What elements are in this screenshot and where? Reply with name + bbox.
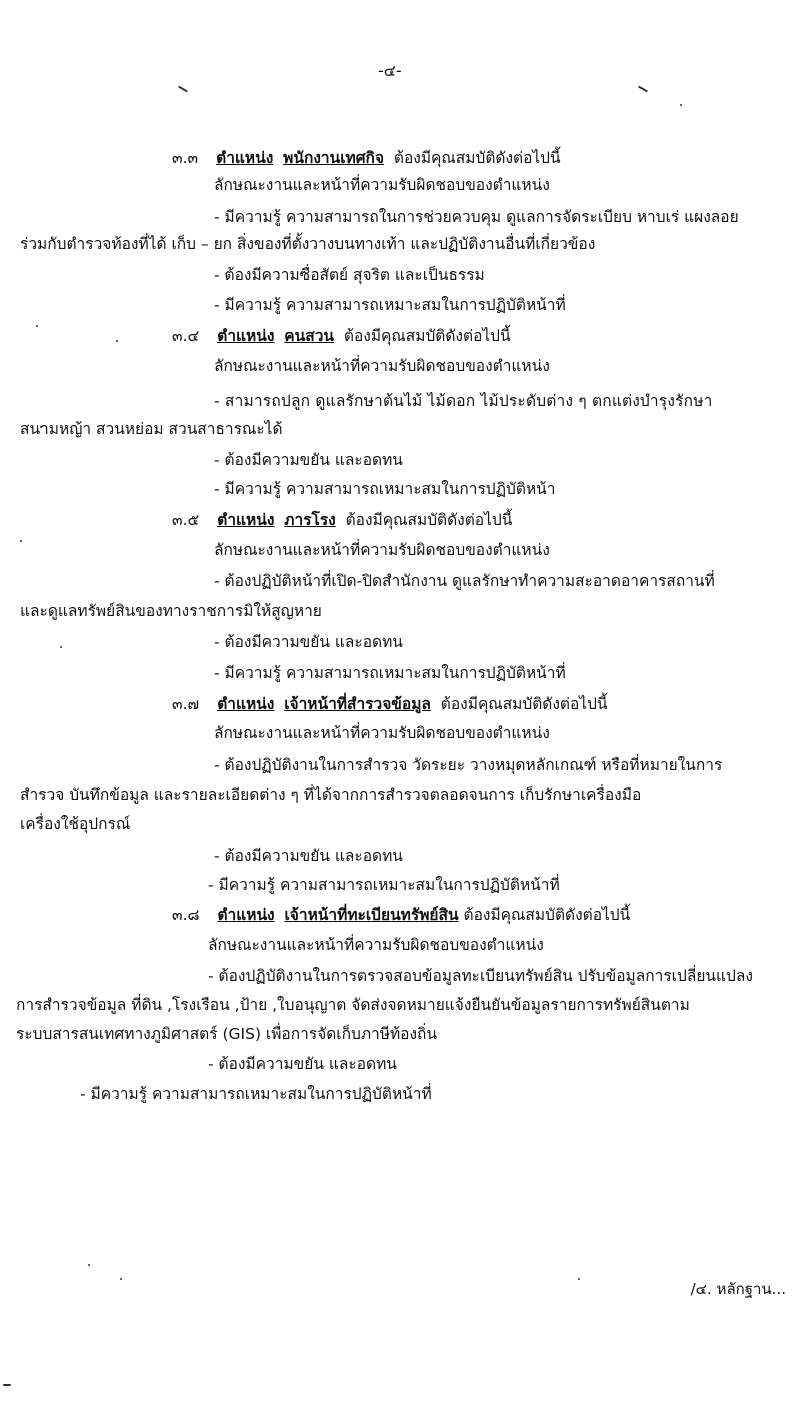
scan-speck bbox=[60, 646, 62, 648]
duty-line: การสำรวจข้อมูล ที่ดิน ,โรงเรือน ,ป้าย ,ใบอนุญาต จัดส่งจดหมายแจ้งยืนยันข้อมูลรายการทรัพย์สินตาม bbox=[16, 996, 690, 1014]
section-heading: ๓.๘ ตำแหน่ง เจ้าหน้าที่ทะเบียนทรัพย์สิน ต้องมีคุณสมบัติดังต่อไปนี้ bbox=[172, 906, 631, 924]
scan-speck bbox=[20, 540, 22, 542]
requirement-line: - ต้องมีความขยัน และอดทน bbox=[208, 1055, 397, 1073]
scan-speck bbox=[120, 1278, 122, 1280]
duty-line: ร่วมกับตำรวจท้องที่ได้ เก็บ – ยก สิ่งของที่ตั้งวางบนทางเท้า และปฏิบัติงานอื่นที่เกี่ยวข้อง bbox=[20, 235, 596, 253]
duty-heading: ลักษณะงานและหน้าที่ความรับผิดชอบของตำแหน่ง bbox=[214, 724, 550, 742]
page-number: -๔- bbox=[378, 61, 402, 80]
requirement-line: - ต้องมีความขยัน และอดทน bbox=[214, 451, 403, 469]
duty-line: สนามหญ้า สวนหย่อม สวนสาธารณะได้ bbox=[20, 420, 283, 438]
scan-mark bbox=[638, 86, 648, 93]
section-heading: ๓.๔ ตำแหน่ง คนสวน ต้องมีคุณสมบัติดังต่อไปนี้ bbox=[172, 327, 511, 345]
requirement-line: - มีความรู้ ความสามารถเหมาะสมในการปฏิบัติหน้าที่ bbox=[214, 296, 566, 314]
duty-line: และดูแลทรัพย์สินของทางราชการมิให้สูญหาย bbox=[20, 602, 322, 620]
duty-line: ระบบสารสนเทศทางภูมิศาสตร์ (GIS) เพื่อการจัดเก็บภาษีท้องถิ่น bbox=[16, 1025, 438, 1043]
duty-line: สำรวจ บันทึกข้อมูล และรายละเอียดต่าง ๆ ที่ได้จากการสำรวจตลอดจนการ เก็บรักษาเครื่องมือ bbox=[20, 786, 642, 804]
duty-line: - มีความรู้ ความสามารถในการช่วยควบคุม ดูแลการจัดระเบียบ หาบเร่ แผงลอย bbox=[214, 208, 739, 226]
scan-speck bbox=[3, 1384, 11, 1386]
footer-note: /๔. หลักฐาน... bbox=[690, 1280, 786, 1298]
scan-speck bbox=[578, 1278, 580, 1280]
scan-speck bbox=[88, 1264, 90, 1266]
duty-line: - ต้องปฏิบัติงานในการตรวจสอบข้อมูลทะเบียนทรัพย์สิน ปรับข้อมูลการเปลี่ยนแปลง bbox=[208, 967, 753, 985]
requirement-line: - มีความรู้ ความสามารถเหมาะสมในการปฏิบัติหน้าที่ bbox=[80, 1085, 432, 1103]
duty-heading: ลักษณะงานและหน้าที่ความรับผิดชอบของตำแหน่ง bbox=[214, 541, 550, 559]
duty-heading: ลักษณะงานและหน้าที่ความรับผิดชอบของตำแหน่ง bbox=[214, 176, 550, 194]
duty-line: เครื่องใช้อุปกรณ์ bbox=[20, 815, 131, 833]
scan-speck bbox=[36, 325, 38, 327]
scan-speck bbox=[116, 340, 118, 342]
duty-line: - ต้องปฏิบัติงานในการสำรวจ วัดระยะ วางหมุดหลักเกณฑ์ หรือที่หมายในการ bbox=[214, 756, 723, 774]
section-heading: ๓.๗ ตำแหน่ง เจ้าหน้าที่สำรวจข้อมูล ต้องมีคุณสมบัติดังต่อไปนี้ bbox=[172, 695, 608, 713]
requirement-line: - มีความรู้ ความสามารถเหมาะสมในการปฏิบัติหน้า bbox=[214, 480, 556, 498]
requirement-line: - ต้องมีความขยัน และอดทน bbox=[214, 633, 403, 651]
requirement-line: - มีความรู้ ความสามารถเหมาะสมในการปฏิบัติหน้าที่ bbox=[208, 876, 560, 894]
scan-speck bbox=[680, 104, 682, 106]
scan-mark bbox=[178, 86, 188, 93]
duty-heading: ลักษณะงานและหน้าที่ความรับผิดชอบของตำแหน่ง bbox=[214, 357, 550, 375]
requirement-line: - มีความรู้ ความสามารถเหมาะสมในการปฏิบัติหน้าที่ bbox=[214, 664, 566, 682]
requirement-line: - ต้องมีความขยัน และอดทน bbox=[214, 847, 403, 865]
duty-heading: ลักษณะงานและหน้าที่ความรับผิดชอบของตำแหน่ง bbox=[208, 936, 544, 954]
requirement-line: - ต้องมีความซื่อสัตย์ สุจริต และเป็นธรรม bbox=[214, 266, 485, 284]
section-heading: ๓.๕ ตำแหน่ง ภารโรง ต้องมีคุณสมบัติดังต่อไปนี้ bbox=[172, 511, 513, 529]
duty-line: - สามารถปลูก ดูแลรักษาต้นไม้ ไม้ดอก ไม้ประดับต่าง ๆ ตกแต่งบำรุงรักษา bbox=[214, 392, 713, 410]
duty-line: - ต้องปฏิบัติหน้าที่เปิด-ปิดสำนักงาน ดูแลรักษาทำความสะอาดอาคารสถานที่ bbox=[214, 572, 715, 590]
section-heading: ๓.๓ ตำแหน่ง พนักงานเทศกิจ ต้องมีคุณสมบัติดังต่อไปนี้ bbox=[172, 149, 561, 167]
